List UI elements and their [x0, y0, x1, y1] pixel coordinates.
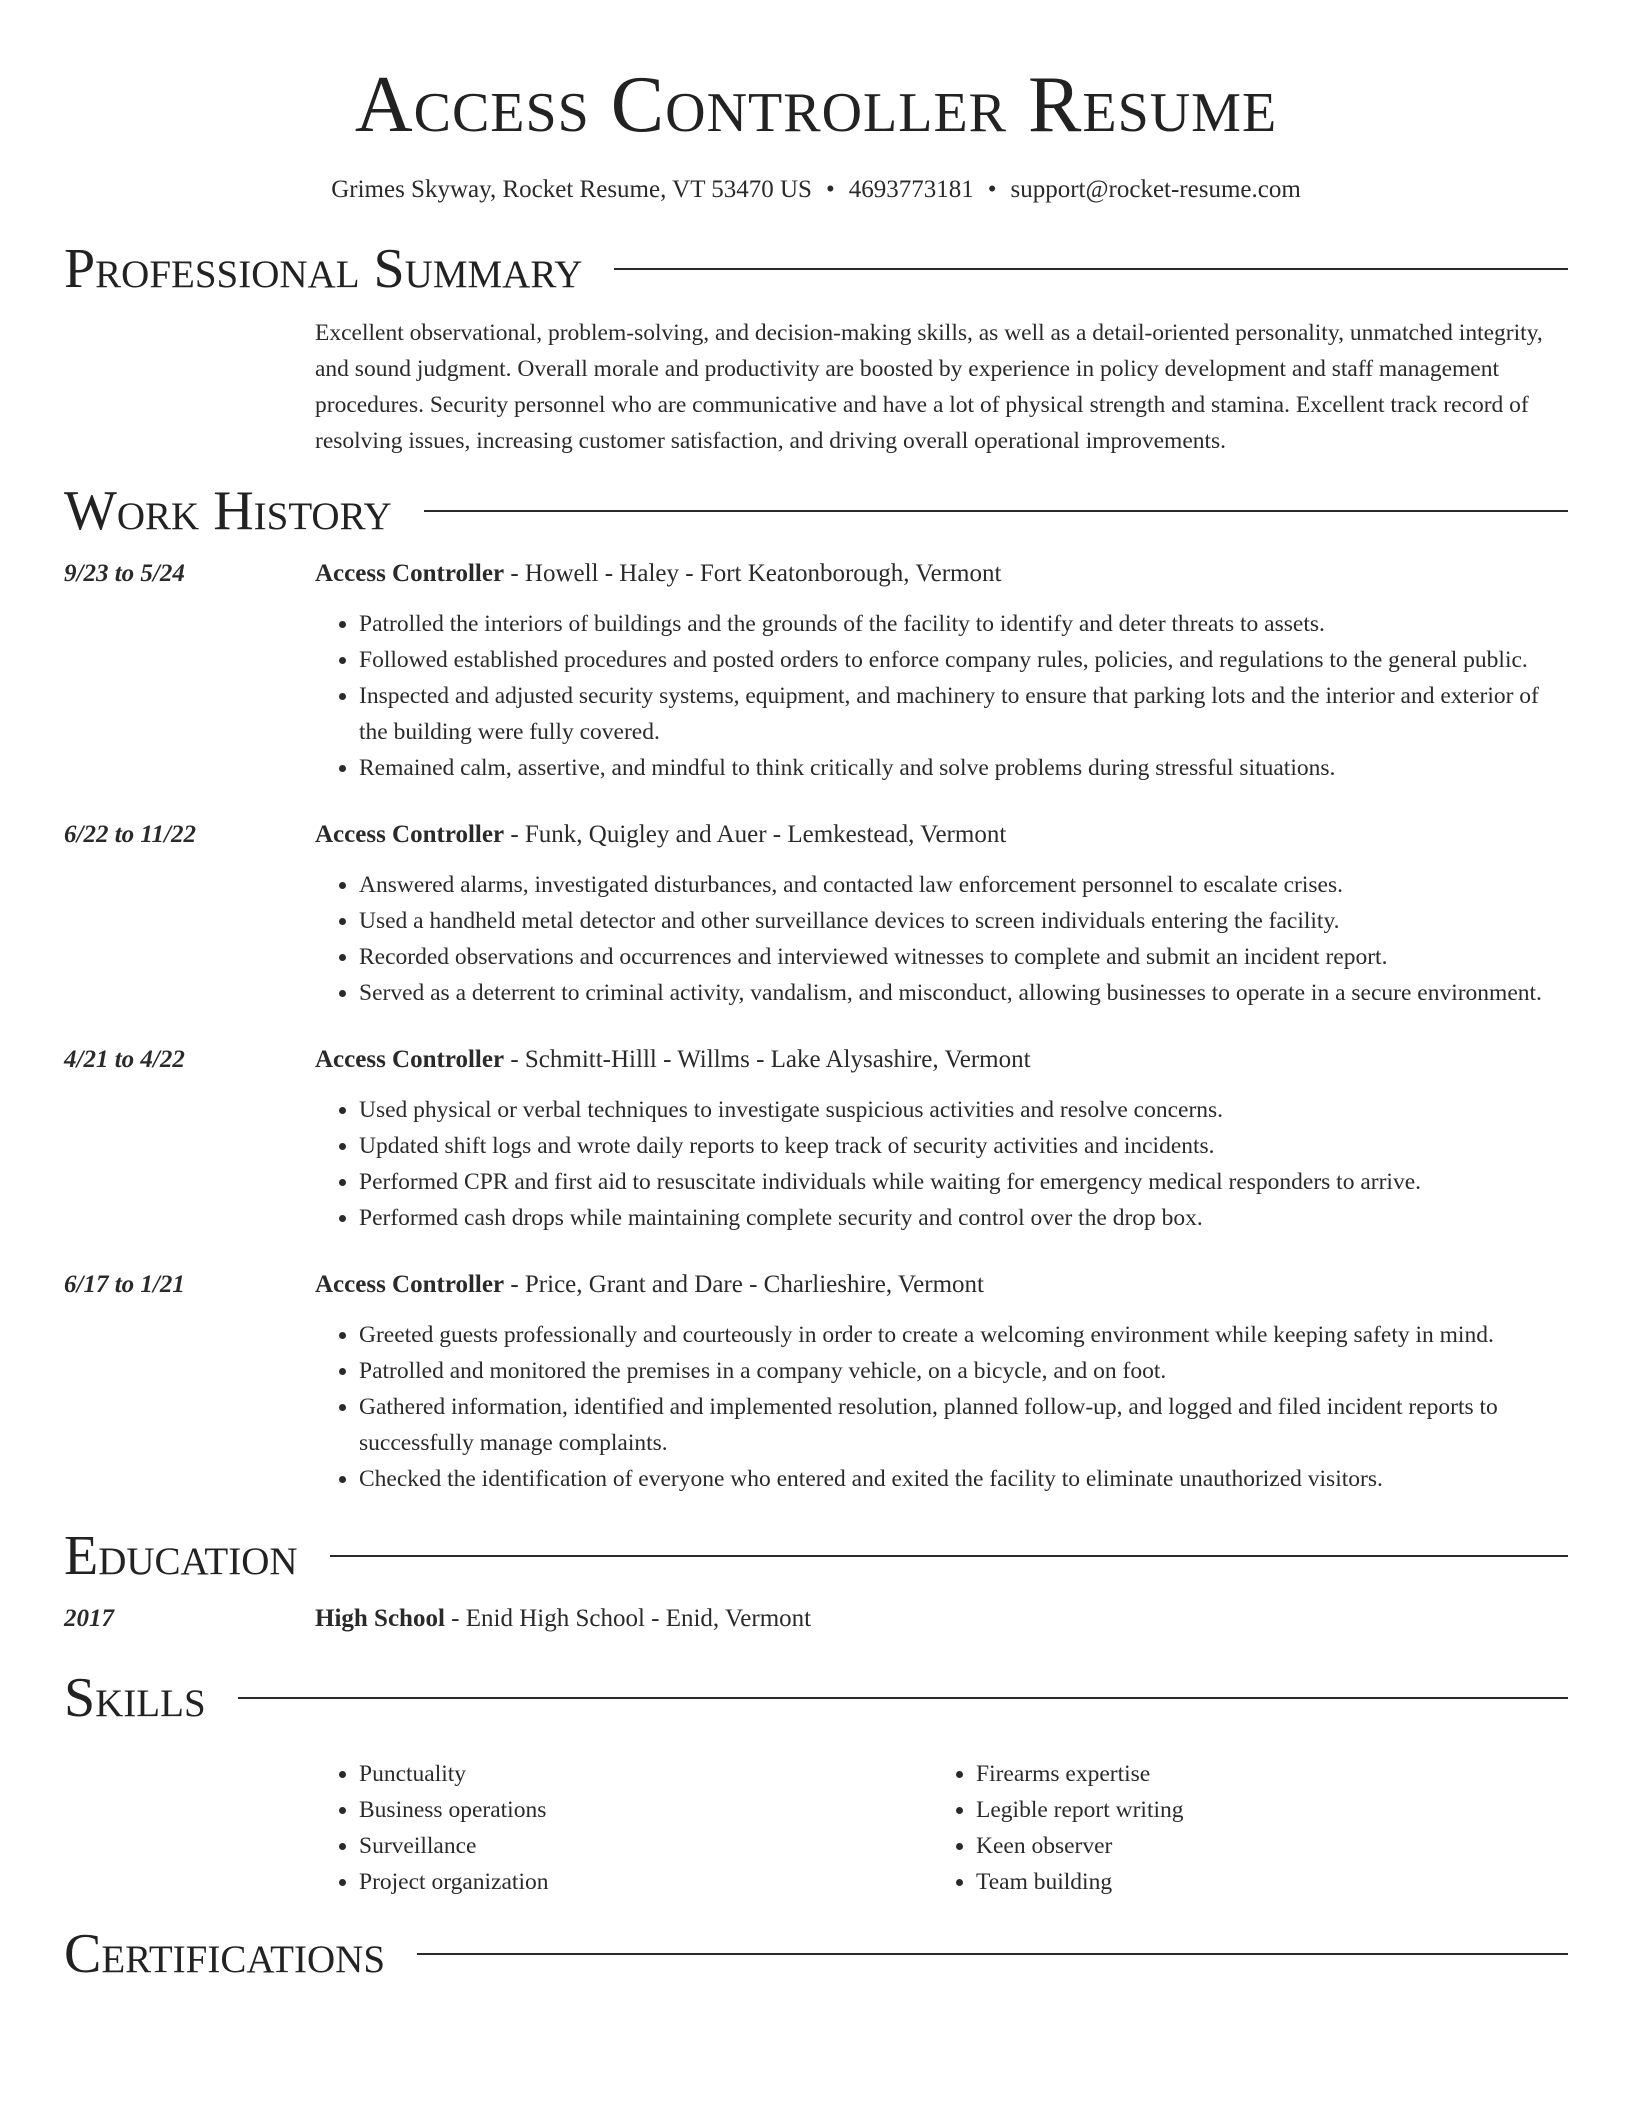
job-date: 6/22 to 11/22 — [64, 821, 196, 848]
section-divider — [424, 510, 1568, 512]
summary-text: Excellent observational, problem-solving, and decision-making skills, as well as a detail-oriented personality, unmatched integrity, and sound judgment. Overall morale and productivity are boosted by experience in policy development and staff management procedures. Security personnel who are communicative and have a lot of physical strength and stamina. Excellent track record of resolving issues, increasing customer satisfaction, and driving overall operational improvements. — [315, 320, 1543, 454]
skill-item: • Firearms expertise — [976, 1756, 1549, 1792]
education-degree: High School — [315, 1605, 445, 1632]
job-body — [315, 556, 1568, 786]
job-body — [315, 1042, 1568, 1236]
skill-item: • Project organization — [359, 1864, 932, 1900]
contact-separator: • — [987, 176, 997, 203]
job-bullet: • Gathered information, identified and implemented resolution, planned follow-up, and logged and filed incident reports to successfully manage complaints. — [359, 1389, 1568, 1461]
skill-item: • Keen observer — [976, 1828, 1549, 1864]
job-date: 4/21 to 4/22 — [64, 1046, 185, 1073]
job-body — [315, 1267, 1568, 1497]
job-entry — [64, 817, 1568, 1011]
job-date: 9/23 to 5/24 — [64, 560, 185, 587]
resume-page — [64, 0, 1568, 1988]
job-bullet: • Greeted guests professionally and courteously in order to create a welcoming environment while keeping safety in mind. — [359, 1317, 1568, 1353]
contact-email: support@rocket-resume.com — [1010, 176, 1301, 203]
section-title-skills: Skills — [64, 1667, 206, 1729]
job-heading — [315, 817, 1568, 853]
job-entry — [64, 1042, 1568, 1236]
education-school: - Enid High School - Enid, Vermont — [444, 1605, 812, 1632]
job-heading — [315, 1267, 1568, 1303]
job-bullets — [315, 1317, 1568, 1497]
contact-phone: 4693773181 — [848, 176, 974, 203]
section-header-work — [64, 477, 1568, 545]
job-title: Access Controller — [315, 821, 505, 848]
job-bullets — [315, 1092, 1568, 1236]
job-title: Access Controller — [315, 1271, 505, 1298]
job-bullet: • Patrolled and monitored the premises in a company vehicle, on a bicycle, and on foot. — [359, 1353, 1568, 1389]
section-title-education: Education — [64, 1525, 298, 1587]
job-bullet: • Used physical or verbal techniques to investigate suspicious activities and resolve concerns. — [359, 1092, 1568, 1128]
job-company: - Funk, Quigley and Auer - Lemkestead, Vermont — [504, 821, 1007, 848]
skill-item: • Surveillance — [359, 1828, 932, 1864]
job-date: 6/17 to 1/21 — [64, 1271, 185, 1298]
section-divider — [238, 1697, 1568, 1699]
contact-address: Grimes Skyway, Rocket Resume, VT 53470 US — [331, 176, 812, 203]
section-header-certifications — [64, 1920, 1568, 1988]
job-bullet: • Served as a deterrent to criminal activity, vandalism, and misconduct, allowing businesses to operate in a secure environment. — [359, 975, 1568, 1011]
section-divider — [614, 268, 1568, 270]
job-heading — [315, 556, 1568, 592]
section-header-skills — [64, 1664, 1568, 1732]
section-divider — [417, 1953, 1568, 1955]
job-title: Access Controller — [315, 560, 505, 587]
job-heading — [315, 1042, 1568, 1078]
job-body — [315, 817, 1568, 1011]
job-entry — [64, 1267, 1568, 1497]
skills-list — [315, 1756, 1568, 1900]
job-bullet: • Checked the identification of everyone who entered and exited the facility to eliminate unauthorized visitors. — [359, 1461, 1568, 1497]
job-company: - Howell - Haley - Fort Keatonborough, Vermont — [504, 560, 1002, 587]
education-heading — [315, 1601, 1568, 1637]
contact-separator: • — [825, 176, 835, 203]
page-title: Access Controller Resume — [354, 61, 1278, 149]
section-header-summary — [64, 235, 1568, 303]
education-date: 2017 — [64, 1605, 114, 1632]
skill-item: • Business operations — [359, 1792, 932, 1828]
section-title-summary: Professional Summary — [64, 238, 583, 300]
skills-column-right — [932, 1756, 1549, 1900]
job-bullet: • Answered alarms, investigated disturbances, and contacted law enforcement personnel to escalate crises. — [359, 867, 1568, 903]
contact-line — [64, 174, 1568, 206]
job-bullet: • Recorded observations and occurrences and interviewed witnesses to complete and submit an incident report. — [359, 939, 1568, 975]
job-bullet: • Used a handheld metal detector and other surveillance devices to screen individuals entering the facility. — [359, 903, 1568, 939]
skill-item: • Team building — [976, 1864, 1549, 1900]
section-divider — [330, 1555, 1568, 1557]
job-bullet: • Performed cash drops while maintaining complete security and control over the drop box. — [359, 1200, 1568, 1236]
job-bullets — [315, 867, 1568, 1011]
job-bullet: • Updated shift logs and wrote daily reports to keep track of security activities and incidents. — [359, 1128, 1568, 1164]
job-title: Access Controller — [315, 1046, 505, 1073]
skills-column-left — [315, 1756, 932, 1900]
skill-item: • Punctuality — [359, 1756, 932, 1792]
job-bullets — [315, 606, 1568, 786]
education-entry — [64, 1601, 1568, 1637]
education-body — [315, 1601, 1568, 1637]
job-bullet: • Performed CPR and first aid to resuscitate individuals while waiting for emergency medical responders to arrive. — [359, 1164, 1568, 1200]
job-bullet: • Inspected and adjusted security systems, equipment, and machinery to ensure that parking lots and the interior and exterior of the building were fully covered. — [359, 678, 1568, 750]
section-title-certifications: Certifications — [64, 1923, 386, 1985]
job-company: - Price, Grant and Dare - Charlieshire, Vermont — [504, 1271, 984, 1298]
job-bullet: • Followed established procedures and posted orders to enforce company rules, policies, and regulations to the general public. — [359, 642, 1568, 678]
job-entry — [64, 556, 1568, 786]
skill-item: • Legible report writing — [976, 1792, 1549, 1828]
section-title-work: Work History — [64, 480, 392, 542]
section-header-education — [64, 1522, 1568, 1590]
job-bullet: • Remained calm, assertive, and mindful to think critically and solve problems during stressful situations. — [359, 750, 1568, 786]
job-company: - Schmitt-Hilll - Willms - Lake Alysashire, Vermont — [504, 1046, 1031, 1073]
job-bullet: • Patrolled the interiors of buildings and the grounds of the facility to identify and deter threats to assets. — [359, 606, 1568, 642]
